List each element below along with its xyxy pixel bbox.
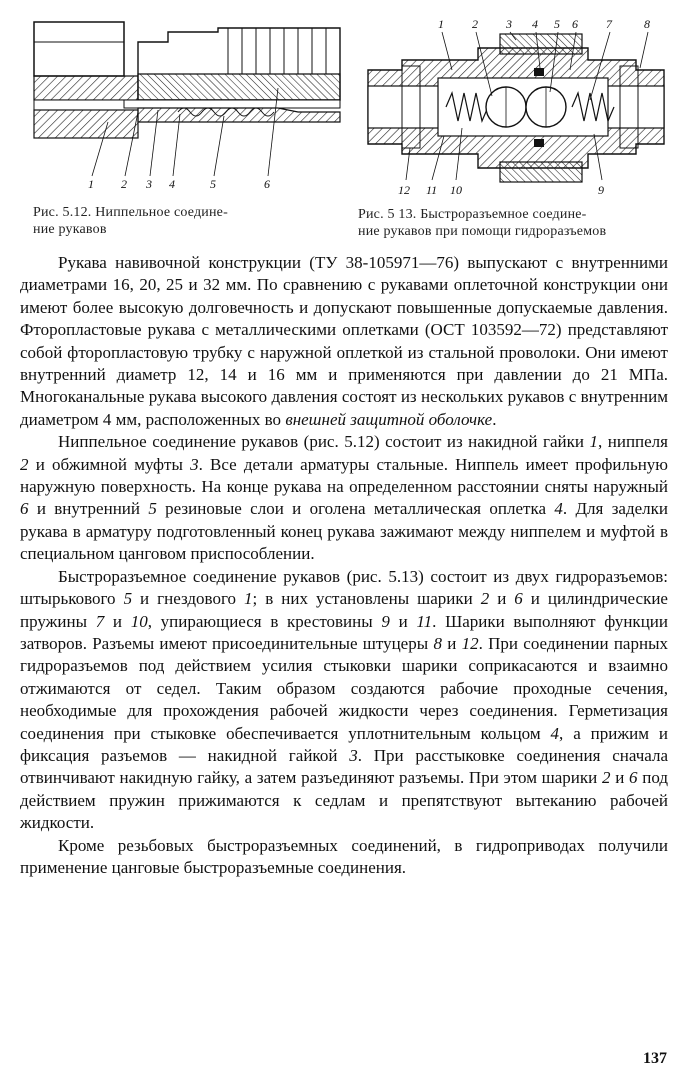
italic-ref: 6	[629, 768, 638, 788]
fig13-label-9: 9	[598, 183, 604, 197]
fig12-label-5: 5	[210, 177, 216, 191]
italic-ref: 2	[601, 768, 611, 788]
text-run: Рукава навивочной конструкции (ТУ 38-105971—76) выпускают с внутренними диаметрами 16, 20, 25 и 32 мм. По сравнению с рукавами оплеточной конструкции они имеют более высокую долговечность и допускают повышенные допускаемые давления. Фторопластовые рукава с металлическими оплетками (ОСТ 103592—72) представляют собой фторопластовую трубку с наружной оплеткой из стальной проволоки. Они имеют внутренний диаметр 12, 14 и 16 мм и применяются при давлении до 21 МПа. Многоканальные рукава высокого давления состоят из нескольких рукавов с внутренним диаметром 4 мм, расположенных во	[20, 253, 668, 429]
text-run: и цилиндрические пружины	[20, 589, 668, 631]
fig13-label-7: 7	[606, 17, 612, 31]
fig13-label-4: 4	[532, 17, 538, 31]
body-text	[20, 252, 668, 879]
italic-ref: 6	[20, 499, 29, 519]
text-run: Ниппельное соединение рукавов (рис. 5.12) состоит из накидной гайки	[58, 432, 590, 452]
fig13-label-8: 8	[644, 17, 650, 31]
italic-ref: 12	[461, 633, 479, 653]
fig13-label-10: 10	[450, 183, 462, 197]
fig13-label-2: 2	[472, 17, 478, 31]
text-run: и	[610, 768, 630, 788]
italic-ref: 2	[20, 454, 29, 474]
text-run: под действием пружин прижимаются к седлам и препятствуют вытеканию рабочей жидкости.	[20, 768, 668, 833]
text-run: . Для заделки рукава в арматуру подготовленный конец рукава зажимают между ниппелем и муфтой в специальном цанговом приспособлении.	[20, 499, 668, 564]
paragraph	[20, 431, 668, 565]
text-run: и гнездового	[132, 589, 244, 609]
figure-5-12-caption	[33, 204, 333, 238]
text-run: Кроме резьбовых быстроразъемных соединений, в гидроприводах получили применение цанговые быстроразъемные соединения.	[20, 835, 668, 877]
italic-ref: 3	[190, 454, 199, 474]
italic-ref: 9	[381, 611, 390, 631]
italic-ref: 3	[349, 745, 358, 765]
paragraph	[20, 252, 668, 431]
figure-5-12-caption-line1: Рис. 5.12. Ниппельное соедине-	[33, 205, 228, 220]
paragraph	[20, 835, 668, 880]
text-run: . При соединении парных гидроразъемов под действием усилия стыковки шарики соприкасаются и взаимно отжимаются от седел. Таким образом создаются рабочие проходные сечения, необходимые для прохождения рабочей жидкости через соединения. Герметизация соединения при стыковке обеспечивается уплотнительным кольцом	[20, 633, 668, 743]
italic-ref: 8	[433, 633, 442, 653]
italic-ref: внешней защитной оболочке	[285, 409, 493, 429]
italic-ref: 4	[554, 499, 563, 519]
text-run: резиновые слои и оголена металлическая оплетка	[156, 499, 555, 519]
figure-5-13-caption	[358, 206, 670, 240]
fig12-label-3: 3	[146, 177, 152, 191]
fig12-label-4: 4	[169, 177, 175, 191]
italic-ref: 1	[589, 432, 598, 452]
fig13-label-3: 3	[506, 17, 512, 31]
text-run: ; в них установлены шарики	[252, 589, 481, 609]
text-run: , ниппеля	[598, 432, 668, 452]
paragraph	[20, 566, 668, 835]
fig12-label-6: 6	[264, 177, 270, 191]
italic-ref: 10	[130, 611, 148, 631]
figure-5-12-caption-line2: ние рукавов	[33, 222, 107, 237]
text-run: и обжимной муфты	[28, 454, 191, 474]
text-run: Быстроразъемное соединение рукавов (рис. 5.13) состоит из двух гидроразъемов: штырькового	[20, 566, 668, 609]
italic-ref: 1	[244, 589, 253, 609]
text-run: . Шарики выполняют функции затворов. Разъемы имеют присоединительные штуцеры	[20, 611, 668, 653]
italic-ref: 7	[95, 611, 105, 631]
text-run: . Все детали арматуры стальные. Ниппель имеет профильную наружную поверхность. На конце рукава на определенном расстоянии сняты наружный	[20, 454, 668, 497]
italic-ref: 5	[123, 589, 133, 609]
fig12-label-1: 1	[88, 177, 94, 191]
figure-5-12-drawing	[28, 12, 346, 192]
text-run: и	[489, 589, 515, 609]
text-run: и	[389, 611, 417, 631]
fig13-label-12: 12	[398, 183, 410, 197]
page-number: 137	[643, 1050, 667, 1067]
text-run: . При расстыковке соединения сначала отвинчивают накидную гайку, а затем разъединяют разъемы. При этом шарики	[20, 745, 668, 788]
fig13-label-6: 6	[572, 17, 578, 31]
text-run: и	[104, 611, 131, 631]
text-run: и внутренний	[28, 499, 149, 519]
fig13-label-11: 11	[426, 183, 438, 197]
figure-5-13-drawing	[358, 8, 670, 203]
italic-ref: 4	[550, 723, 560, 743]
text-run: , упирающиеся в крестовины	[147, 611, 382, 631]
text-run: .	[492, 409, 497, 429]
text-run: и	[441, 633, 462, 653]
fig13-label-1: 1	[438, 17, 444, 31]
figure-5-13-caption-line1: Рис. 5 13. Быстроразъемное соедине-	[358, 207, 587, 222]
italic-ref: 5	[148, 499, 157, 519]
italic-ref: 6	[514, 589, 523, 609]
fig13-label-5: 5	[554, 17, 560, 31]
italic-ref: 11	[416, 611, 433, 631]
text-run: , а прижим и фиксация разъемов — накидной гайкой	[20, 723, 668, 765]
italic-ref: 2	[480, 589, 490, 609]
figure-5-13-caption-line2: ние рукавов при помощи гидроразъемов	[358, 224, 607, 239]
fig12-label-2: 2	[121, 177, 127, 191]
